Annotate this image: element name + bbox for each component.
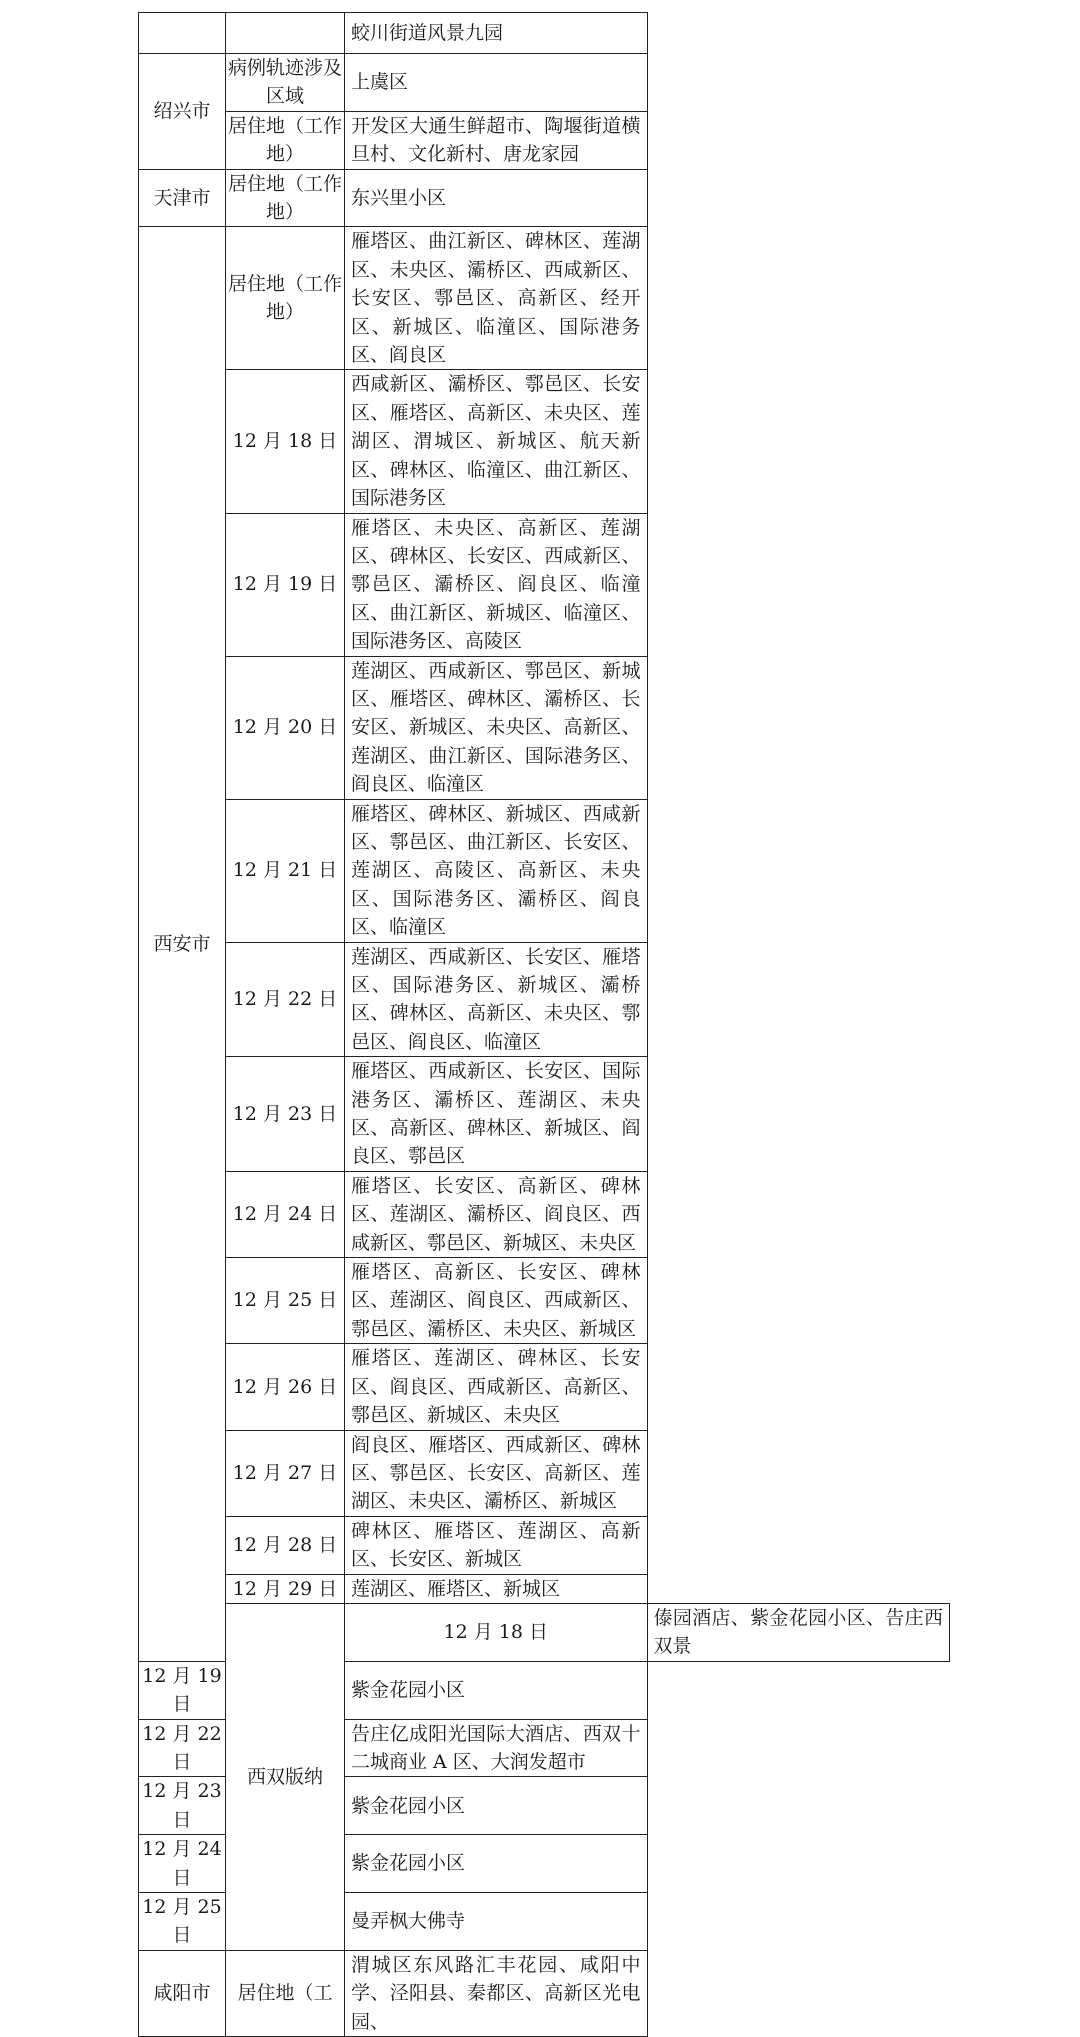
category-cell: 病例轨迹涉及区域	[226, 54, 345, 112]
locations-cell: 雁塔区、高新区、长安区、碑林区、莲湖区、阎良区、西咸新区、鄠邑区、灞桥区、未央区、新城区	[345, 1258, 648, 1344]
category-cell: 居住地（工作地）	[226, 227, 345, 370]
locations-cell: 告庄亿成阳光国际大酒店、西双十二城商业 A 区、大润发超市	[345, 1719, 648, 1777]
category-cell: 12 月 27 日	[226, 1430, 345, 1516]
city-cell: 天津市	[139, 169, 226, 227]
table-row	[139, 169, 950, 227]
category-cell: 居住地（工	[226, 1950, 345, 2036]
table-row	[139, 111, 950, 169]
category-cell: 居住地（工作地）	[226, 169, 345, 227]
locations-cell: 莲湖区、西咸新区、长安区、雁塔区、国际港务区、新城区、灞桥区、碑林区、高新区、未央区、鄠邑区、阎良区、临潼区	[345, 942, 648, 1057]
table-row	[139, 370, 950, 513]
category-cell: 12 月 19 日	[226, 513, 345, 656]
locations-cell: 莲湖区、雁塔区、新城区	[345, 1574, 648, 1603]
category-cell: 12 月 22 日	[139, 1719, 226, 1777]
locations-cell: 雁塔区、长安区、高新区、碑林区、莲湖区、灞桥区、阎良区、西咸新区、鄠邑区、新城区、未央区	[345, 1171, 648, 1257]
table-row	[139, 1430, 950, 1516]
category-cell: 12 月 25 日	[226, 1258, 345, 1344]
category-cell: 12 月 24 日	[139, 1835, 226, 1893]
category-cell: 居住地（工作地）	[226, 111, 345, 169]
category-cell: 12 月 26 日	[226, 1344, 345, 1430]
city-cell: 咸阳市	[139, 1950, 226, 2036]
locations-cell: 上虞区	[345, 54, 648, 112]
city-cell: 西双版纳	[226, 1603, 345, 1950]
locations-cell: 雁塔区、未央区、高新区、莲湖区、碑林区、长安区、西咸新区、鄠邑区、灞桥区、阎良区、临潼区、曲江新区、新城区、临潼区、国际港务区、高陵区	[345, 513, 648, 656]
locations-cell: 傣园酒店、紫金花园小区、告庄西双景	[647, 1603, 950, 1661]
locations-cell: 阎良区、雁塔区、西咸新区、碑林区、鄠邑区、长安区、高新区、莲湖区、未央区、灞桥区、新城区	[345, 1430, 648, 1516]
locations-cell: 蛟川街道风景九园	[345, 13, 648, 54]
table-row	[139, 1258, 950, 1344]
locations-cell: 雁塔区、曲江新区、碑林区、莲湖区、未央区、灞桥区、西咸新区、长安区、鄠邑区、高新区、经开区、新城区、临潼区、国际港务区、阎良区	[345, 227, 648, 370]
locations-cell: 雁塔区、莲湖区、碑林区、长安区、阎良区、西咸新区、高新区、鄠邑区、新城区、未央区	[345, 1344, 648, 1430]
table-row	[139, 13, 950, 54]
table-row	[139, 1950, 950, 2036]
category-cell: 12 月 20 日	[226, 656, 345, 799]
locations-cell: 西咸新区、灞桥区、鄠邑区、长安区、雁塔区、高新区、未央区、莲湖区、渭城区、新城区、航天新区、碑林区、临潼区、曲江新区、国际港务区	[345, 370, 648, 513]
locations-cell: 莲湖区、西咸新区、鄠邑区、新城区、雁塔区、碑林区、灞桥区、长安区、新城区、未央区、高新区、莲湖区、曲江新区、国际港务区、阎良区、临潼区	[345, 656, 648, 799]
city-cell	[139, 13, 226, 54]
locations-cell: 雁塔区、西咸新区、长安区、国际港务区、灞桥区、莲湖区、未央区、高新区、碑林区、新城区、阎良区、鄠邑区	[345, 1057, 648, 1172]
city-cell: 绍兴市	[139, 54, 226, 170]
locations-cell: 渭城区东风路汇丰花园、咸阳中学、泾阳县、秦都区、高新区光电园、	[345, 1950, 648, 2036]
table-row	[139, 227, 950, 370]
table-row	[139, 513, 950, 656]
table-row	[139, 1344, 950, 1430]
category-cell: 12 月 19 日	[139, 1661, 226, 1719]
table-row	[139, 1516, 950, 1574]
category-cell: 12 月 18 日	[226, 370, 345, 513]
table-row	[139, 1057, 950, 1172]
category-cell: 12 月 24 日	[226, 1171, 345, 1257]
category-cell: 12 月 23 日	[139, 1777, 226, 1835]
locations-cell: 紫金花园小区	[345, 1777, 648, 1835]
category-cell: 12 月 21 日	[226, 799, 345, 942]
locations-cell: 开发区大通生鲜超市、陶堰街道横旦村、文化新村、唐龙家园	[345, 111, 648, 169]
table-body	[139, 13, 950, 2037]
locations-table	[138, 12, 950, 2037]
locations-cell: 紫金花园小区	[345, 1835, 648, 1893]
locations-cell: 碑林区、雁塔区、莲湖区、高新区、长安区、新城区	[345, 1516, 648, 1574]
category-cell	[226, 13, 345, 54]
category-cell: 12 月 28 日	[226, 1516, 345, 1574]
table-row	[139, 656, 950, 799]
category-cell: 12 月 25 日	[139, 1893, 226, 1951]
locations-cell: 曼弄枫大佛寺	[345, 1893, 648, 1951]
category-cell: 12 月 29 日	[226, 1574, 345, 1603]
category-cell: 12 月 23 日	[226, 1057, 345, 1172]
locations-cell: 紫金花园小区	[345, 1661, 648, 1719]
table-row	[139, 1171, 950, 1257]
table-row	[139, 799, 950, 942]
category-cell: 12 月 22 日	[226, 942, 345, 1057]
table-row	[139, 942, 950, 1057]
category-cell: 12 月 18 日	[345, 1603, 648, 1661]
table-row	[139, 54, 950, 112]
city-cell: 西安市	[139, 227, 226, 1661]
table-row	[139, 1603, 950, 1661]
locations-cell: 雁塔区、碑林区、新城区、西咸新区、鄠邑区、曲江新区、长安区、莲湖区、高陵区、高新区、未央区、国际港务区、灞桥区、阎良区、临潼区	[345, 799, 648, 942]
table-row	[139, 1574, 950, 1603]
locations-cell: 东兴里小区	[345, 169, 648, 227]
